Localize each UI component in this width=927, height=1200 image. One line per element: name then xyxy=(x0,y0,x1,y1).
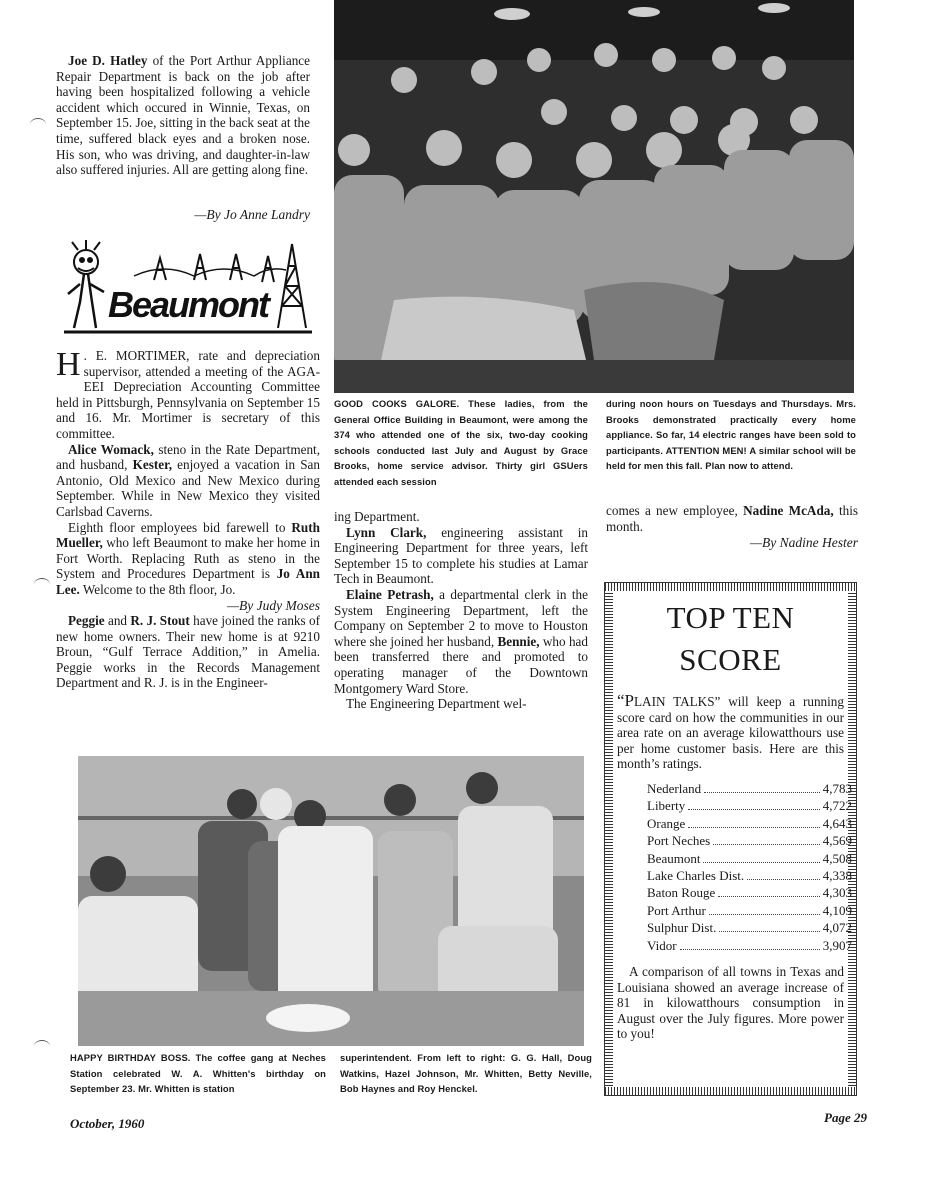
footer-date: October, 1960 xyxy=(70,1116,145,1131)
rating-value: 4,109 xyxy=(822,902,852,918)
birthday-photo-art xyxy=(78,756,584,1046)
dot-leader xyxy=(713,844,820,845)
rating-town: Beaumont xyxy=(647,850,701,866)
birthday-cake xyxy=(266,1004,350,1032)
beaumont-article: H . E. MORTIMER, rate and depreciation supervisor, attended a meeting of the AGA-EEI Depreciation Accounting Committee held in Pittsburgh, Pennsylvania on September 15 and 16. Mr. Mortimer is secretary of this committee. Alice Womack, steno in the Rate Department, and husband, Kester, enjoyed a vacation in San Antonio, Old Mexico and New Mexico during September. While in New Mexico they visited Carlsbad Caverns. Eighth floor employees bid farewell to Ruth Mueller, who left Beaumont to make her home in Fort Worth. Replacing Ruth as steno in the System and Procedures Department is Jo Ann Lee. Welcome to the 8th floor, Jo. —By Judy Moses Peggie and R. J. Stout have joined the ranks of new home owners. Their new home is at 9210 Broun, “Gulf Terrace Addition,” in Amelia. Peggie works in the Records Management Department and R. J. is in the Engineer- xyxy=(56,346,321,691)
rating-town: Liberty xyxy=(647,798,686,814)
cooking-caption-right: during noon hours on Tuesdays and Thursdays. Mrs. Brooks demonstrated practically every home appliance. So far, 14 electric ranges have been sold to participants. ATTENTION MEN! A similar school will be held for men this fall. Plan now to attend. xyxy=(606,398,856,472)
rating-value: 4,569 xyxy=(822,833,852,849)
dot-leader xyxy=(688,827,819,828)
rating-value: 4,643 xyxy=(822,815,852,831)
rating-row xyxy=(647,902,852,919)
dot-leader xyxy=(719,931,819,932)
footer-page-number: Page 29 xyxy=(824,1110,867,1125)
rating-row xyxy=(647,884,852,901)
score-box-inner xyxy=(617,595,852,1083)
rating-town: Vidor xyxy=(647,937,677,953)
rating-value: 4,722 xyxy=(822,798,852,814)
hatley-name: Joe D. Hatley xyxy=(68,53,148,68)
mascot-body xyxy=(68,274,104,328)
score-title xyxy=(617,597,844,681)
ratings-list xyxy=(647,780,852,954)
dot-leader xyxy=(709,914,820,915)
engineering-article: ing Department. Lynn Clark, engineering assistant in Engineering Department for three years, left September 15 to complete his studies at Lamar Tech in Beaumont. Elaine Petrash, a departmental clerk in the System Engineering Department, left the Company on September 2 to move to Houston where she joined her husband, Bennie, who had been transferred there and promoted to operating manager of the Downtown Montgomery Ward Store. The Engineering Department wel- xyxy=(334,509,588,712)
score-title-line2: SCORE xyxy=(679,642,782,677)
rating-row xyxy=(647,919,852,936)
oil-derrick-icon xyxy=(278,244,306,328)
punch-mark xyxy=(30,118,46,131)
hatley-article xyxy=(56,53,310,178)
tower-icon xyxy=(230,254,242,280)
beaumont-byline: —By Judy Moses xyxy=(227,597,320,613)
rating-town: Baton Rouge xyxy=(647,885,716,901)
rating-value: 4,783 xyxy=(822,780,852,796)
punch-mark xyxy=(34,1040,50,1053)
rating-row xyxy=(647,832,852,849)
score-intro: “PLAIN TALKS” will keep a running score card on how the communities in our area rate on an average kilowatthours use per home customer basis. Here are this month’s ratings. xyxy=(617,691,844,772)
punch-mark xyxy=(34,578,50,591)
dot-leader xyxy=(704,792,820,793)
dot-leader xyxy=(747,879,820,880)
rating-town: Nederland xyxy=(647,780,702,796)
top-ten-score-box xyxy=(604,582,857,1096)
tower-icon xyxy=(194,254,206,280)
beaumont-logo xyxy=(64,240,312,336)
score-outro: A comparison of all towns in Texas and Louisiana showed an average increase of 81 in kilowatthours consumption in August over the July figures. More power to you! xyxy=(617,964,844,1042)
rating-row xyxy=(647,815,852,832)
hester-byline: —By Nadine Hester xyxy=(750,535,858,550)
birthday-caption-right: superintendent. From left to right: G. G. Hall, Doug Watkins, Hazel Johnson, Mr. Whitten, Betty Neville, Bob Haynes and Roy Henckel. xyxy=(340,1052,592,1095)
dropcap: H xyxy=(56,346,81,383)
rating-value: 4,338 xyxy=(822,868,852,883)
rating-value: 4,303 xyxy=(822,885,852,901)
rating-value: 3,907 xyxy=(822,937,852,953)
cooking-school-photo xyxy=(334,0,854,393)
rating-row xyxy=(647,867,852,884)
hatley-byline: —By Jo Anne Landry xyxy=(194,207,310,222)
dot-leader xyxy=(688,809,819,810)
beaumont-logo-text: Beaumont xyxy=(108,284,269,325)
score-title-line1: TOP TEN xyxy=(666,600,795,635)
rating-row xyxy=(647,797,852,814)
rating-town: Orange xyxy=(647,815,686,831)
mortimer-paragraph: . E. MORTIMER, rate and depreciation supervisor, attended a meeting of the AGA-EEI Depreciation Accounting Committee held in Pittsburgh, Pennsylvania on September 15 and 16. Mr. Mortimer is secretary of this committee. xyxy=(56,348,320,441)
mcada-article: comes a new employee, Nadine McAda, this month. xyxy=(606,503,858,534)
rating-town: Sulphur Dist. xyxy=(647,920,717,936)
dot-leader xyxy=(718,896,820,897)
dot-leader xyxy=(703,862,819,863)
rating-row xyxy=(647,780,852,797)
rating-value: 4,508 xyxy=(822,850,852,866)
cooking-caption-left: GOOD COOKS GALORE. These ladies, from the General Office Building in Beaumont, were among the 374 who attended one of the six, two-day cooking schools conducted last July and August by Grace Brooks, home service advisor. Thirty girl GSUers attended each session xyxy=(334,398,588,487)
cooking-school-photo-art xyxy=(334,0,854,393)
rating-row xyxy=(647,850,852,867)
rating-value: 4,072 xyxy=(822,920,852,936)
rating-town: Lake Charles Dist. xyxy=(647,868,745,883)
rating-town: Port Arthur xyxy=(647,902,706,918)
rating-town: Port Neches xyxy=(647,833,711,849)
dot-leader xyxy=(680,949,820,950)
birthday-caption-left: HAPPY BIRTHDAY BOSS. The coffee gang at Neches Station celebrated W. A. Whitten's birthday on September 23. Mr. Whitten is station xyxy=(70,1052,326,1095)
hatley-text: of the Port Arthur Appliance Repair Department is back on the job after having been hospitalized following a vehicle accident which occured in Winnie, Texas, on September 15. Joe, sitting in the back seat at the time, suffered black eyes and a broken nose. His son, who was driving, and daughter-in-law also suffered injuries. All are getting along fine. xyxy=(56,53,310,178)
birthday-photo xyxy=(78,756,584,1046)
rating-row xyxy=(647,937,852,954)
